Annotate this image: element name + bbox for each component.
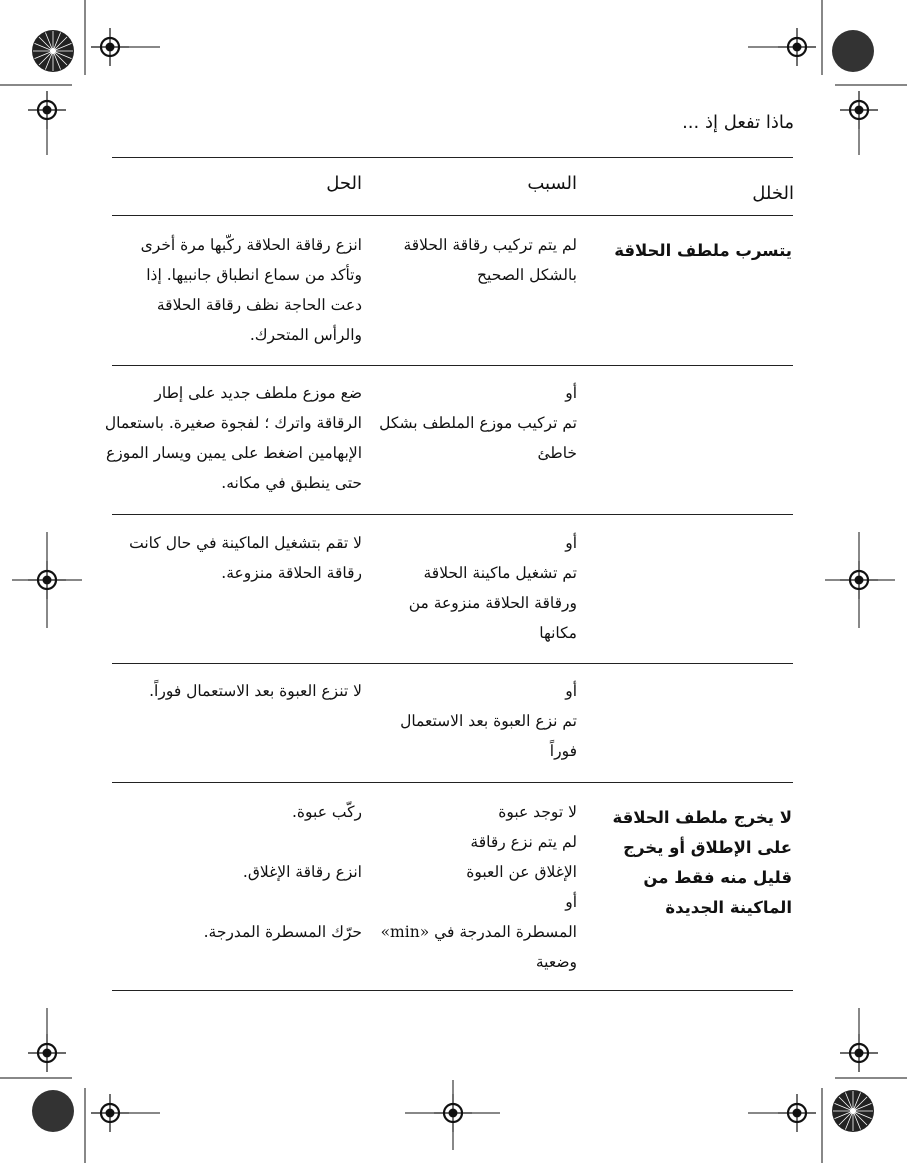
cause-line: أو <box>565 682 577 700</box>
solution-line: وتأكد من سماع انطباق جانبيها. إذا <box>146 266 362 284</box>
solution-line: الرقاقة واترك ؛ لفجوة صغيرة. باستعمال <box>104 414 362 432</box>
solution-line: لا تقم بتشغيل الماكينة في حال كانت <box>129 534 362 552</box>
solution-line: حتى ينطبق في مكانه. <box>221 474 362 492</box>
solution-cell <box>104 378 362 498</box>
cause-line: بالشكل الصحيح <box>477 266 577 284</box>
fault-line: الماكينة الجديدة <box>665 898 792 917</box>
solution-line: دعت الحاجة نظف رقاقة الحلاقة <box>156 296 362 314</box>
cause-line: فوراً <box>549 742 577 760</box>
cause-line: لم يتم تركيب رقاقة الحلاقة <box>403 236 577 254</box>
fault-line: لا يخرج ملطف الحلاقة <box>612 808 792 827</box>
table-header-rule <box>112 215 793 216</box>
cause-cell <box>377 528 577 648</box>
cause-line: وضعية <box>535 953 577 971</box>
cause-line: أو <box>565 384 577 402</box>
cause-line: خاطئ <box>537 444 577 462</box>
solution-cell <box>122 528 362 588</box>
fault-line: يتسرب ملطف الحلاقة <box>614 241 792 260</box>
solution-cell <box>122 676 362 706</box>
fault-cell <box>614 236 792 266</box>
solution-line <box>122 827 362 857</box>
cause-line: الإغلاق عن العبوة <box>466 863 577 881</box>
cause-line: ورقاقة الحلاقة منزوعة من <box>408 594 577 612</box>
row-divider <box>112 663 793 664</box>
solution-line: والرأس المتحرك. <box>249 326 362 344</box>
cause-line: تم تشغيل ماكينة الحلاقة <box>423 564 577 582</box>
solution-line: ضع موزع ملطف جديد على إطار <box>154 384 362 402</box>
row-divider <box>112 514 793 515</box>
cause-line: تم تركيب موزع الملطف بشكل <box>379 414 577 432</box>
cause-cell <box>377 230 577 290</box>
solution-line: انزع رقاقة الإغلاق. <box>242 863 362 881</box>
cause-line: أو <box>565 534 577 552</box>
cause-line: مكانها <box>539 624 577 642</box>
solution-line: حرّك المسطرة المدرجة. <box>203 923 362 941</box>
solution-line: ركّب عبوة. <box>292 803 362 821</box>
cause-line: لم يتم نزع رقاقة <box>470 833 577 851</box>
solution-line: انزع رقاقة الحلاقة ركّبها مرة أخرى <box>140 236 362 254</box>
solution-line: الإبهامين اضغط على يمين ويسار الموزع <box>105 444 362 462</box>
header-solution: الحل <box>326 173 362 194</box>
fault-cell <box>612 803 792 923</box>
header-fault: الخلل <box>752 183 794 204</box>
header-cause: السبب <box>527 173 577 194</box>
row-divider <box>112 782 793 783</box>
cause-line: تم نزع العبوة بعد الاستعمال <box>400 712 577 730</box>
table-top-rule <box>112 157 793 158</box>
cause-line: المسطرة المدرجة في «min» <box>380 923 577 941</box>
row-divider <box>112 365 793 366</box>
fault-line: قليل منه فقط من <box>643 868 792 887</box>
solution-line <box>122 887 362 917</box>
cause-cell <box>377 797 577 977</box>
solution-cell <box>122 797 362 947</box>
solution-line: رقاقة الحلاقة منزوعة. <box>221 564 362 582</box>
cause-cell <box>377 676 577 766</box>
cause-cell <box>377 378 577 468</box>
page-title: ماذا تفعل إذ ... <box>682 112 794 133</box>
cause-line: أو <box>565 893 577 911</box>
cause-line: لا توجد عبوة <box>498 803 577 821</box>
fault-line: على الإطلاق أو يخرج <box>623 838 792 857</box>
solution-line: لا تنزع العبوة بعد الاستعمال فوراً. <box>149 682 362 700</box>
table-bottom-rule <box>112 990 793 991</box>
solution-cell <box>122 230 362 350</box>
